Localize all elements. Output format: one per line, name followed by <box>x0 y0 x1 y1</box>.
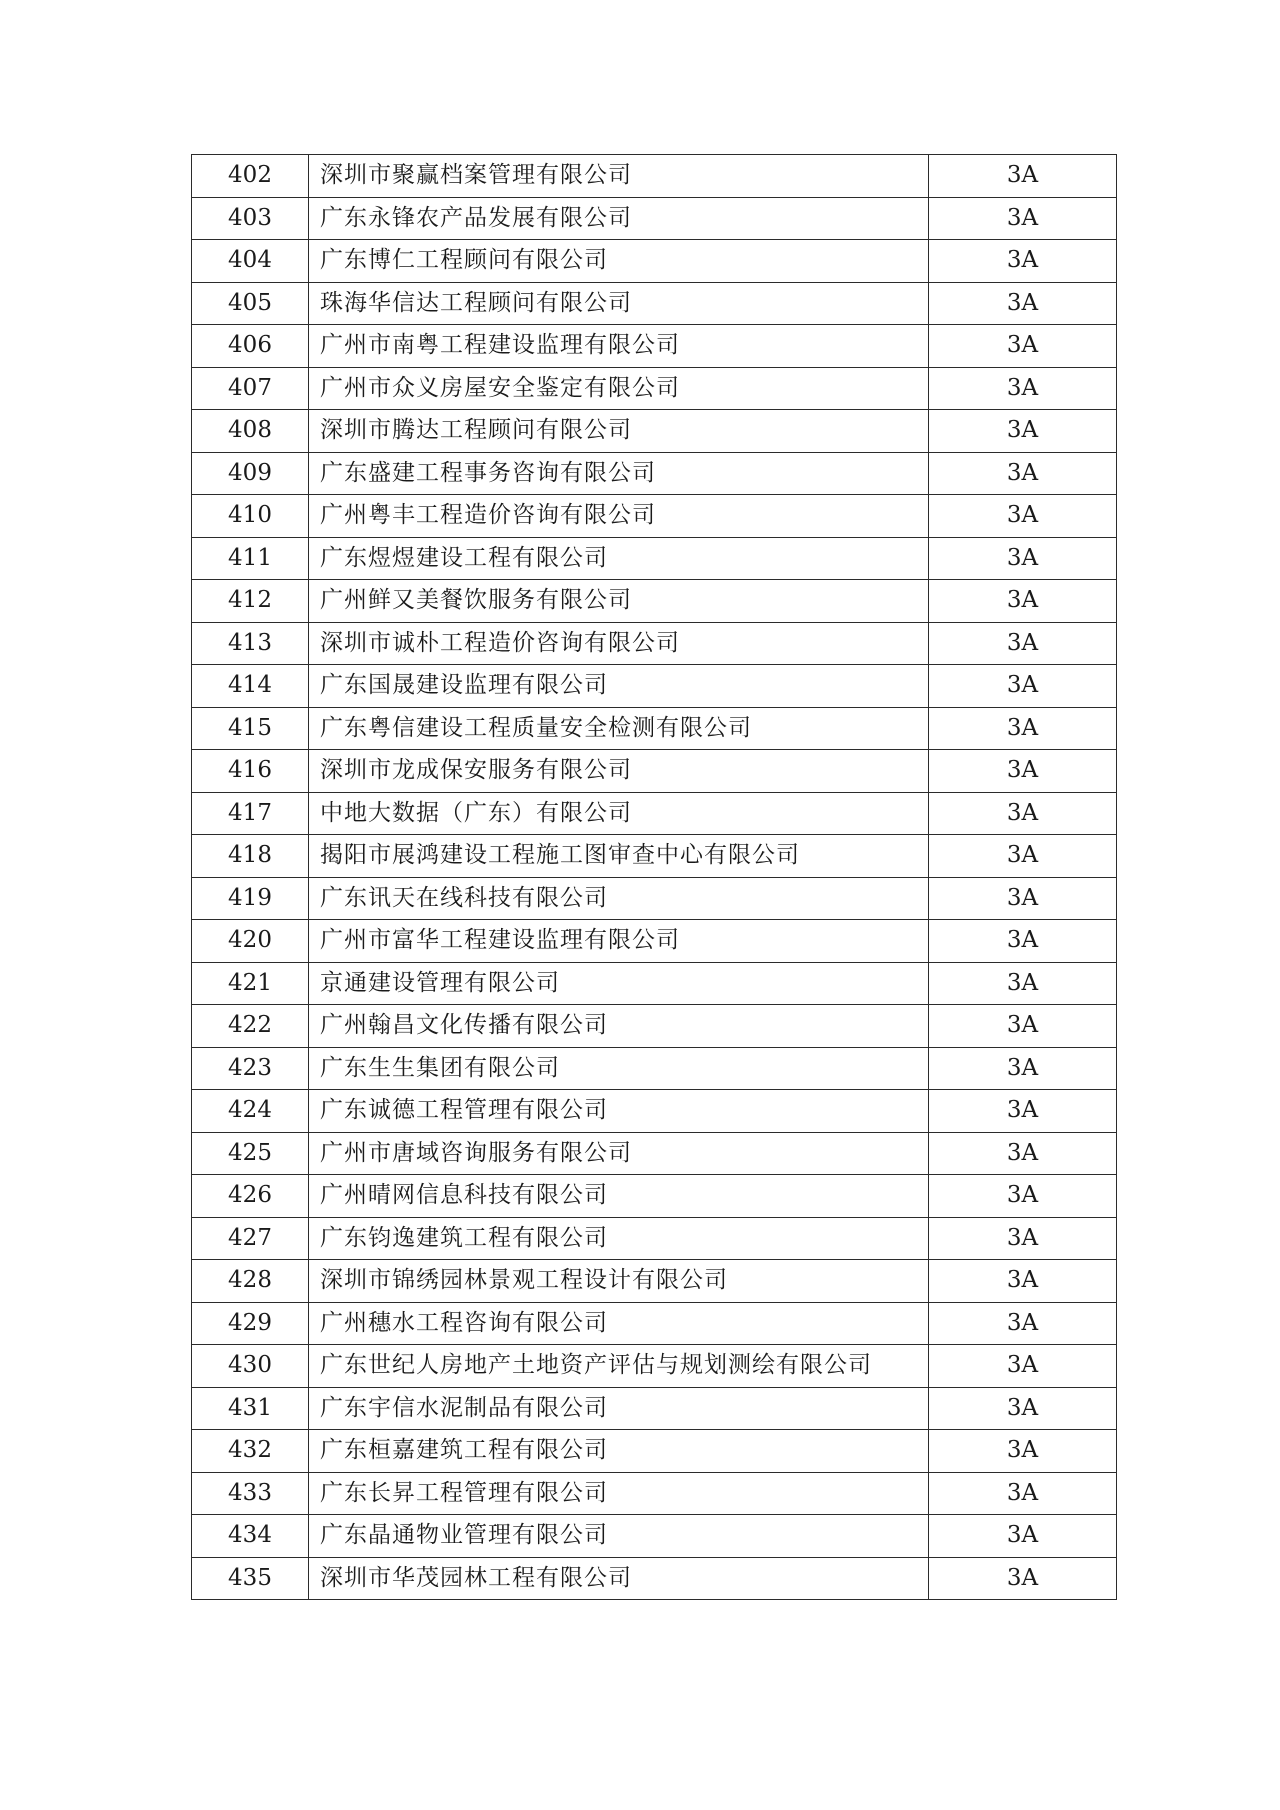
company-name: 深圳市诚朴工程造价咨询有限公司 <box>309 622 929 665</box>
row-number: 429 <box>192 1302 309 1345</box>
table-row <box>192 580 1117 623</box>
company-name: 深圳市聚赢档案管理有限公司 <box>309 155 929 198</box>
table-row <box>192 1557 1117 1600</box>
row-number: 413 <box>192 622 309 665</box>
row-number: 428 <box>192 1260 309 1303</box>
table-row <box>192 1345 1117 1388</box>
table-row <box>192 325 1117 368</box>
table-row <box>192 155 1117 198</box>
company-name: 广州市众义房屋安全鉴定有限公司 <box>309 367 929 410</box>
table-row <box>192 367 1117 410</box>
company-name: 广东晶通物业管理有限公司 <box>309 1515 929 1558</box>
row-number: 409 <box>192 452 309 495</box>
rating-grade: 3A <box>929 750 1117 793</box>
row-number: 425 <box>192 1132 309 1175</box>
table-row <box>192 1302 1117 1345</box>
row-number: 407 <box>192 367 309 410</box>
table-row <box>192 1005 1117 1048</box>
rating-grade: 3A <box>929 580 1117 623</box>
rating-grade: 3A <box>929 1430 1117 1473</box>
rating-grade: 3A <box>929 1302 1117 1345</box>
company-name: 广东粤信建设工程质量安全检测有限公司 <box>309 707 929 750</box>
row-number: 420 <box>192 920 309 963</box>
table-row <box>192 1430 1117 1473</box>
rating-grade: 3A <box>929 1217 1117 1260</box>
company-name: 广东长昇工程管理有限公司 <box>309 1472 929 1515</box>
table-row <box>192 197 1117 240</box>
credit-rating-table <box>191 154 1117 1600</box>
rating-grade: 3A <box>929 1047 1117 1090</box>
table-row <box>192 622 1117 665</box>
rating-grade: 3A <box>929 155 1117 198</box>
rating-grade: 3A <box>929 792 1117 835</box>
rating-grade: 3A <box>929 1175 1117 1218</box>
table-row <box>192 707 1117 750</box>
table-row <box>192 1175 1117 1218</box>
company-name: 广州市富华工程建设监理有限公司 <box>309 920 929 963</box>
row-number: 415 <box>192 707 309 750</box>
rating-grade: 3A <box>929 1345 1117 1388</box>
table-row <box>192 1260 1117 1303</box>
rating-grade: 3A <box>929 410 1117 453</box>
table-row <box>192 495 1117 538</box>
row-number: 419 <box>192 877 309 920</box>
table-row <box>192 452 1117 495</box>
row-number: 433 <box>192 1472 309 1515</box>
row-number: 418 <box>192 835 309 878</box>
table-row <box>192 1047 1117 1090</box>
table-row <box>192 920 1117 963</box>
table-row <box>192 1515 1117 1558</box>
rating-grade: 3A <box>929 877 1117 920</box>
table-body <box>192 155 1117 1600</box>
table-row <box>192 240 1117 283</box>
rating-grade: 3A <box>929 622 1117 665</box>
rating-grade: 3A <box>929 1132 1117 1175</box>
row-number: 424 <box>192 1090 309 1133</box>
row-number: 417 <box>192 792 309 835</box>
rating-grade: 3A <box>929 1557 1117 1600</box>
company-name: 广东世纪人房地产土地资产评估与规划测绘有限公司 <box>309 1345 929 1388</box>
rating-grade: 3A <box>929 1005 1117 1048</box>
company-name: 广州市唐域咨询服务有限公司 <box>309 1132 929 1175</box>
row-number: 410 <box>192 495 309 538</box>
company-name: 广东桓嘉建筑工程有限公司 <box>309 1430 929 1473</box>
rating-grade: 3A <box>929 495 1117 538</box>
table-row <box>192 1387 1117 1430</box>
table-row <box>192 1217 1117 1260</box>
row-number: 403 <box>192 197 309 240</box>
row-number: 421 <box>192 962 309 1005</box>
company-name: 广东国晟建设监理有限公司 <box>309 665 929 708</box>
table-row <box>192 792 1117 835</box>
company-name: 广州粤丰工程造价咨询有限公司 <box>309 495 929 538</box>
rating-grade: 3A <box>929 665 1117 708</box>
row-number: 411 <box>192 537 309 580</box>
company-name: 广东宇信水泥制品有限公司 <box>309 1387 929 1430</box>
company-name: 深圳市华茂园林工程有限公司 <box>309 1557 929 1600</box>
company-name: 广东博仁工程顾问有限公司 <box>309 240 929 283</box>
row-number: 426 <box>192 1175 309 1218</box>
table-row <box>192 1132 1117 1175</box>
table-row <box>192 282 1117 325</box>
row-number: 406 <box>192 325 309 368</box>
row-number: 422 <box>192 1005 309 1048</box>
rating-grade: 3A <box>929 835 1117 878</box>
rating-grade: 3A <box>929 1090 1117 1133</box>
company-name: 深圳市锦绣园林景观工程设计有限公司 <box>309 1260 929 1303</box>
rating-grade: 3A <box>929 367 1117 410</box>
company-name: 珠海华信达工程顾问有限公司 <box>309 282 929 325</box>
company-name: 广东煜煜建设工程有限公司 <box>309 537 929 580</box>
company-name: 广州鲜又美餐饮服务有限公司 <box>309 580 929 623</box>
row-number: 432 <box>192 1430 309 1473</box>
company-name: 深圳市腾达工程顾问有限公司 <box>309 410 929 453</box>
company-name: 广东讯天在线科技有限公司 <box>309 877 929 920</box>
rating-grade: 3A <box>929 325 1117 368</box>
row-number: 412 <box>192 580 309 623</box>
rating-grade: 3A <box>929 920 1117 963</box>
rating-grade: 3A <box>929 1260 1117 1303</box>
company-name: 揭阳市展鸿建设工程施工图审查中心有限公司 <box>309 835 929 878</box>
rating-grade: 3A <box>929 197 1117 240</box>
company-name: 深圳市龙成保安服务有限公司 <box>309 750 929 793</box>
table-row <box>192 962 1117 1005</box>
rating-grade: 3A <box>929 240 1117 283</box>
table-row <box>192 835 1117 878</box>
company-name: 广州市南粤工程建设监理有限公司 <box>309 325 929 368</box>
company-name: 广东诚德工程管理有限公司 <box>309 1090 929 1133</box>
table-row <box>192 410 1117 453</box>
company-name: 京通建设管理有限公司 <box>309 962 929 1005</box>
rating-grade: 3A <box>929 1472 1117 1515</box>
row-number: 427 <box>192 1217 309 1260</box>
company-name: 广东盛建工程事务咨询有限公司 <box>309 452 929 495</box>
rating-grade: 3A <box>929 452 1117 495</box>
row-number: 435 <box>192 1557 309 1600</box>
row-number: 414 <box>192 665 309 708</box>
table-row <box>192 877 1117 920</box>
rating-grade: 3A <box>929 1515 1117 1558</box>
company-name: 广州穗水工程咨询有限公司 <box>309 1302 929 1345</box>
company-name: 广东钧逸建筑工程有限公司 <box>309 1217 929 1260</box>
row-number: 402 <box>192 155 309 198</box>
row-number: 423 <box>192 1047 309 1090</box>
row-number: 408 <box>192 410 309 453</box>
company-name: 广东生生集团有限公司 <box>309 1047 929 1090</box>
row-number: 405 <box>192 282 309 325</box>
row-number: 431 <box>192 1387 309 1430</box>
table-row <box>192 665 1117 708</box>
company-name: 广东永锋农产品发展有限公司 <box>309 197 929 240</box>
company-name: 中地大数据（广东）有限公司 <box>309 792 929 835</box>
rating-grade: 3A <box>929 1387 1117 1430</box>
row-number: 434 <box>192 1515 309 1558</box>
table-row <box>192 1090 1117 1133</box>
table-row <box>192 537 1117 580</box>
table-row <box>192 750 1117 793</box>
company-name: 广州翰昌文化传播有限公司 <box>309 1005 929 1048</box>
rating-grade: 3A <box>929 537 1117 580</box>
rating-grade: 3A <box>929 282 1117 325</box>
table-row <box>192 1472 1117 1515</box>
row-number: 416 <box>192 750 309 793</box>
company-name: 广州晴网信息科技有限公司 <box>309 1175 929 1218</box>
rating-grade: 3A <box>929 962 1117 1005</box>
row-number: 430 <box>192 1345 309 1388</box>
row-number: 404 <box>192 240 309 283</box>
rating-grade: 3A <box>929 707 1117 750</box>
